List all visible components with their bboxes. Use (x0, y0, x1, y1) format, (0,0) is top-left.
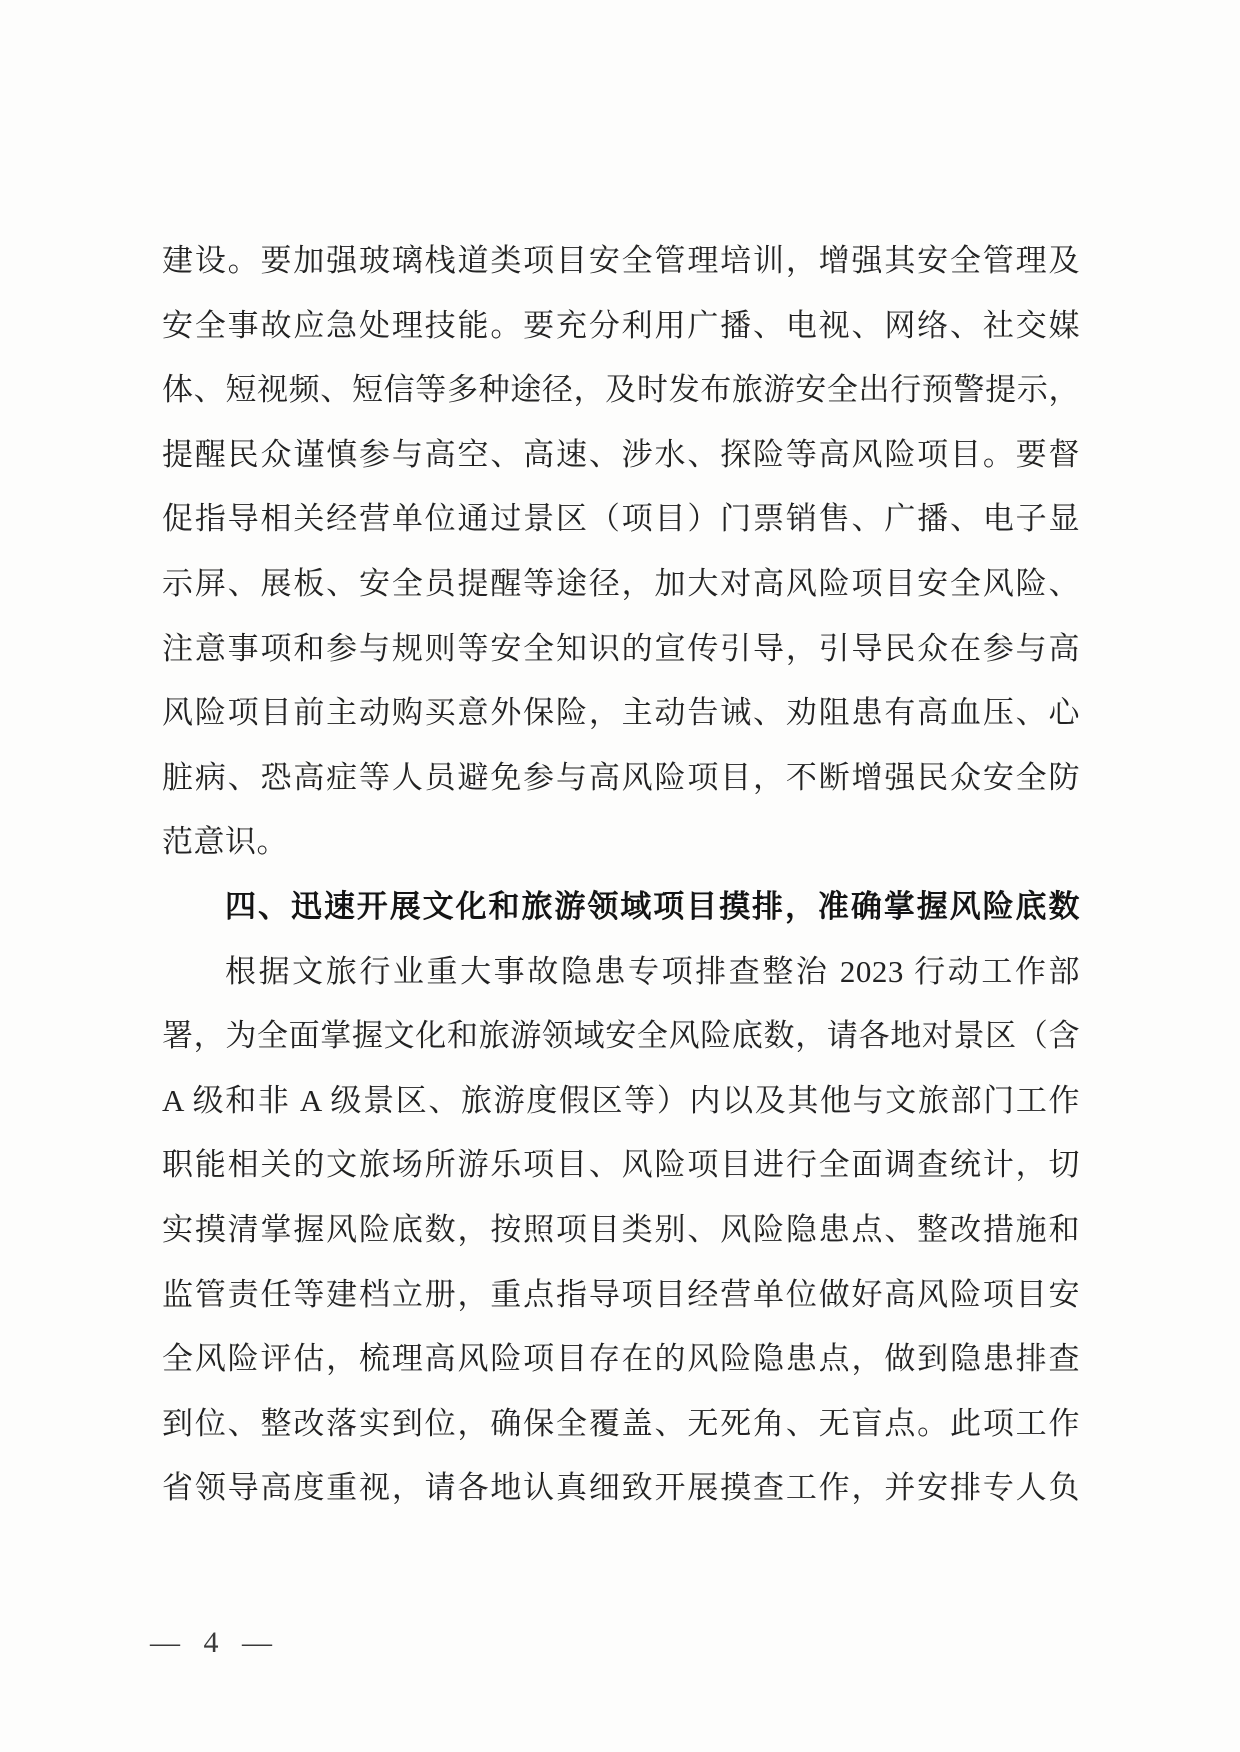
document-text-block (162, 229, 1080, 1521)
body-line: 注意事项和参与规则等安全知识的宣传引导，引导民众在参与高 (162, 630, 1080, 666)
body-line: 提醒民众谨慎参与高空、高速、涉水、探险等高风险项目。要督 (162, 436, 1080, 472)
body-line: 示屏、展板、安全员提醒等途径，加大对高风险项目安全风险、 (162, 565, 1080, 601)
body-line: A 级和非 A 级景区、旅游度假区等）内以及其他与文旅部门工作 (162, 1082, 1080, 1118)
body-line: 体、短视频、短信等多种途径，及时发布旅游安全出行预警提示， (162, 372, 1080, 408)
body-line: 安全事故应急处理技能。要充分利用广播、电视、网络、社交媒 (162, 307, 1080, 343)
body-line: 范意识。 (162, 824, 288, 860)
body-line: 全风险评估，梳理高风险项目存在的风险隐患点，做到隐患排查 (162, 1341, 1080, 1377)
body-line: 职能相关的文旅场所游乐项目、风险项目进行全面调查统计，切 (162, 1147, 1080, 1183)
page-number: — 4 — (150, 1626, 280, 1659)
body-line: 脏病、恐高症等人员避免参与高风险项目，不断增强民众安全防 (162, 759, 1080, 795)
body-line: 到位、整改落实到位，确保全覆盖、无死角、无盲点。此项工作 (162, 1405, 1080, 1441)
body-line: 建设。要加强玻璃栈道类项目安全管理培训，增强其安全管理及 (162, 243, 1080, 278)
body-line: 风险项目前主动购买意外保险，主动告诫、劝阻患有高血压、心 (162, 695, 1080, 731)
body-line: 实摸清掌握风险底数，按照项目类别、风险隐患点、整改措施和 (162, 1211, 1080, 1247)
body-line: 署，为全面掌握文化和旅游领域安全风险底数，请各地对景区（含 (162, 1018, 1080, 1054)
section-4-heading: 四、迅速开展文化和旅游领域项目摸排，准确掌握风险底数 (225, 888, 1080, 924)
body-line: 促指导相关经营单位通过景区（项目）门票销售、广播、电子显 (162, 501, 1080, 537)
body-line: 监管责任等建档立册，重点指导项目经营单位做好高风险项目安 (162, 1276, 1080, 1312)
body-line: 省领导高度重视，请各地认真细致开展摸查工作，并安排专人负 (162, 1470, 1080, 1506)
body-line: 根据文旅行业重大事故隐患专项排查整治 2023 行动工作部 (225, 953, 1080, 989)
